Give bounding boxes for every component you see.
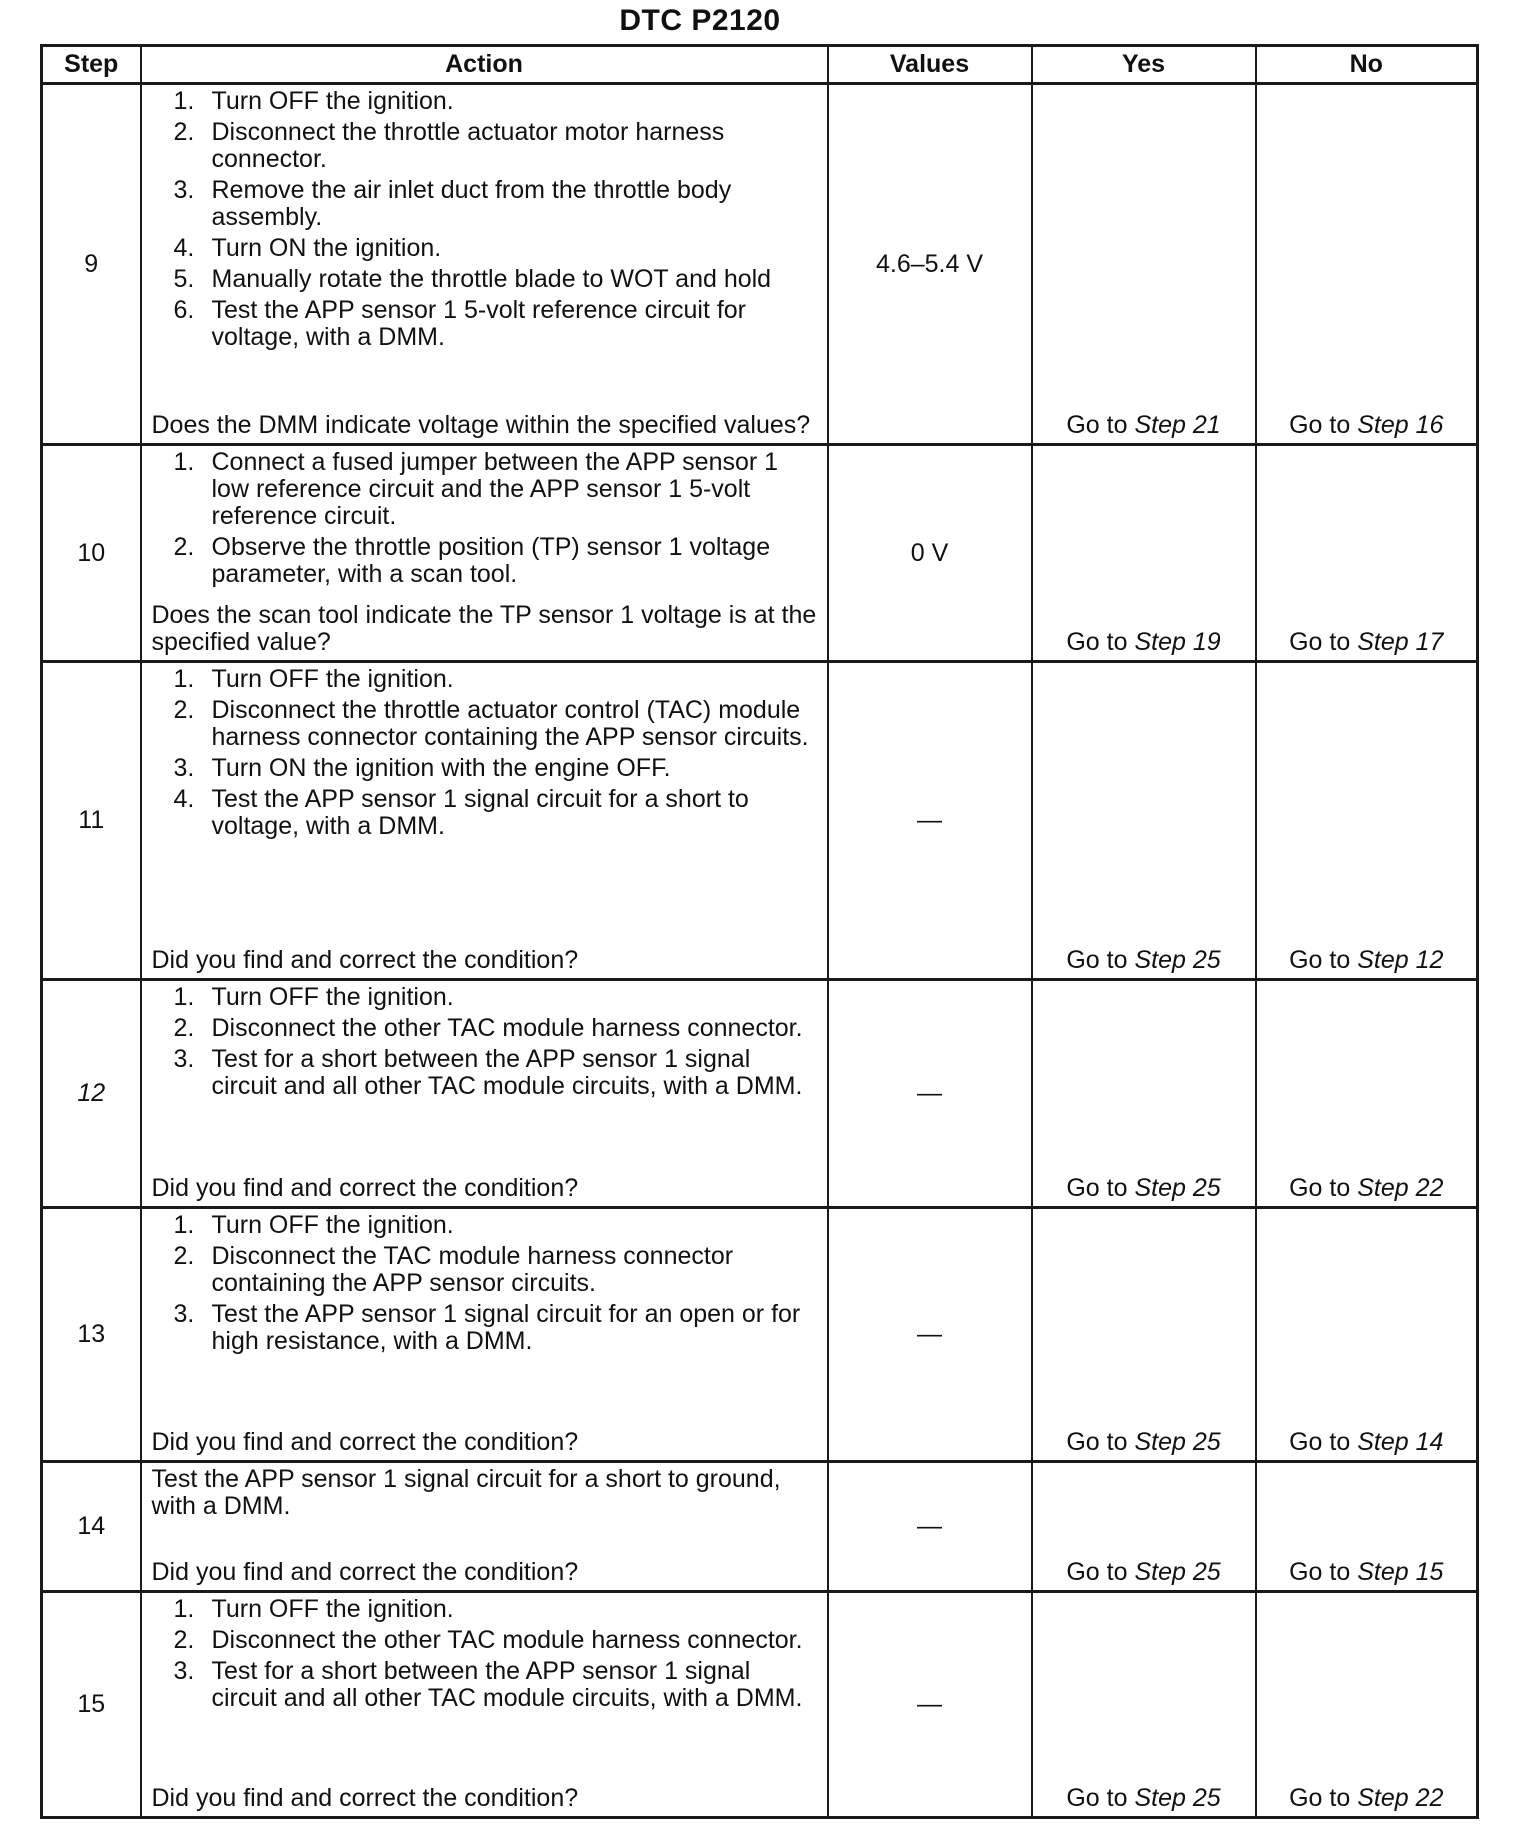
action-cell bbox=[141, 1592, 828, 1818]
yes-goto: Go to Step 19 bbox=[1066, 628, 1221, 656]
yes-cell bbox=[1032, 1462, 1256, 1592]
no-cell bbox=[1256, 84, 1478, 445]
no-cell bbox=[1256, 980, 1478, 1208]
action-item: 5. Manually rotate the throttle blade to WOT and hold bbox=[173, 265, 772, 293]
table-row bbox=[42, 980, 1478, 1208]
step-number: 14 bbox=[42, 1462, 141, 1592]
column-header-yes: Yes bbox=[1032, 46, 1256, 84]
action-item: 3. Test the APP sensor 1 signal circuit for an open or for high resistance, with a DMM. bbox=[173, 1300, 801, 1355]
action-item: 2. Disconnect the throttle actuator motor harness connector. bbox=[173, 118, 725, 173]
action-question: Did you find and correct the condition? bbox=[151, 946, 579, 974]
column-header-step: Step bbox=[42, 46, 141, 84]
action-cell bbox=[141, 1208, 828, 1462]
action-item: 2. Observe the throttle position (TP) sensor 1 voltage parameter, with a scan tool. bbox=[173, 533, 771, 588]
step-number: 12 bbox=[42, 980, 141, 1208]
no-goto: Go to Step 17 bbox=[1289, 628, 1444, 656]
no-goto: Go to Step 12 bbox=[1289, 946, 1444, 974]
value-cell: — bbox=[828, 1462, 1032, 1592]
table-row bbox=[42, 1208, 1478, 1462]
step-number: 10 bbox=[42, 445, 141, 662]
action-question: Did you find and correct the condition? bbox=[151, 1784, 579, 1812]
no-cell bbox=[1256, 1208, 1478, 1462]
action-item: 1. Turn OFF the ignition. bbox=[173, 1211, 454, 1239]
value-cell: — bbox=[828, 662, 1032, 980]
no-goto: Go to Step 22 bbox=[1289, 1174, 1444, 1202]
yes-cell bbox=[1032, 1592, 1256, 1818]
no-cell bbox=[1256, 445, 1478, 662]
action-item: 2. Disconnect the TAC module harness connector containing the APP sensor circuits. bbox=[173, 1242, 734, 1297]
yes-cell bbox=[1032, 84, 1256, 445]
yes-goto: Go to Step 25 bbox=[1066, 946, 1221, 974]
step-number: 15 bbox=[42, 1592, 141, 1818]
yes-cell bbox=[1032, 662, 1256, 980]
action-item: 2. Disconnect the other TAC module harness connector. bbox=[173, 1626, 803, 1654]
yes-goto: Go to Step 25 bbox=[1066, 1428, 1221, 1456]
action-item: 3. Remove the air inlet duct from the throttle body assembly. bbox=[173, 176, 732, 231]
action-cell bbox=[141, 445, 828, 662]
action-item: 1. Turn OFF the ignition. bbox=[173, 665, 454, 693]
yes-cell bbox=[1032, 445, 1256, 662]
yes-cell bbox=[1032, 1208, 1256, 1462]
action-cell bbox=[141, 980, 828, 1208]
action-item: 3. Turn ON the ignition with the engine OFF. bbox=[173, 754, 671, 782]
yes-cell bbox=[1032, 980, 1256, 1208]
table-row bbox=[42, 445, 1478, 662]
action-item: 1. Turn OFF the ignition. bbox=[173, 1595, 454, 1623]
action-item: 4. Turn ON the ignition. bbox=[173, 234, 442, 262]
yes-goto: Go to Step 21 bbox=[1066, 411, 1221, 439]
yes-goto: Go to Step 25 bbox=[1066, 1558, 1221, 1586]
no-goto: Go to Step 16 bbox=[1289, 411, 1444, 439]
no-cell bbox=[1256, 1592, 1478, 1818]
value-cell: 4.6–5.4 V bbox=[828, 84, 1032, 445]
header-row bbox=[42, 46, 1478, 84]
table-row bbox=[42, 84, 1478, 445]
no-goto: Go to Step 15 bbox=[1289, 1558, 1444, 1586]
value-cell: — bbox=[828, 980, 1032, 1208]
yes-goto: Go to Step 25 bbox=[1066, 1784, 1221, 1812]
action-item: 2. Disconnect the throttle actuator control (TAC) module harness connector containing the APP sensor circuits. bbox=[173, 696, 809, 751]
column-header-values: Values bbox=[828, 46, 1032, 84]
table-row bbox=[42, 1462, 1478, 1592]
value-cell: — bbox=[828, 1592, 1032, 1818]
no-cell bbox=[1256, 662, 1478, 980]
action-item: 1. Connect a fused jumper between the APP sensor 1 low reference circuit and the APP sensor 1 5-volt reference circuit. bbox=[173, 448, 779, 530]
action-item: 1. Turn OFF the ignition. bbox=[173, 983, 454, 1011]
step-number: 9 bbox=[42, 84, 141, 445]
action-cell bbox=[141, 1462, 828, 1592]
action-item: 2. Disconnect the other TAC module harness connector. bbox=[173, 1014, 803, 1042]
action-cell bbox=[141, 84, 828, 445]
no-goto: Go to Step 14 bbox=[1289, 1428, 1444, 1456]
column-header-action: Action bbox=[141, 46, 828, 84]
no-goto: Go to Step 22 bbox=[1289, 1784, 1444, 1812]
value-cell: — bbox=[828, 1208, 1032, 1462]
action-text: Test the APP sensor 1 signal circuit for a short to ground, with a DMM. bbox=[151, 1465, 781, 1520]
no-cell bbox=[1256, 1462, 1478, 1592]
step-number: 11 bbox=[42, 662, 141, 980]
step-number: 13 bbox=[42, 1208, 141, 1462]
table-row bbox=[42, 662, 1478, 980]
action-item: 4. Test the APP sensor 1 signal circuit for a short to voltage, with a DMM. bbox=[173, 785, 749, 840]
action-item: 3. Test for a short between the APP sensor 1 signal circuit and all other TAC module circuits, with a DMM. bbox=[173, 1045, 803, 1100]
action-question: Did you find and correct the condition? bbox=[151, 1174, 579, 1202]
action-question: Does the DMM indicate voltage within the specified values? bbox=[151, 411, 811, 439]
action-item: 3. Test for a short between the APP sensor 1 signal circuit and all other TAC module circuits, with a DMM. bbox=[173, 1657, 803, 1712]
action-item: 6. Test the APP sensor 1 5-volt reference circuit for voltage, with a DMM. bbox=[173, 296, 747, 351]
column-header-no: No bbox=[1256, 46, 1478, 84]
table-row bbox=[42, 1592, 1478, 1818]
action-question: Did you find and correct the condition? bbox=[151, 1428, 579, 1456]
page-title: DTC P2120 bbox=[619, 4, 781, 37]
value-cell: 0 V bbox=[828, 445, 1032, 662]
diagnostic-table bbox=[40, 44, 1479, 1819]
action-cell bbox=[141, 662, 828, 980]
action-item: 1. Turn OFF the ignition. bbox=[173, 87, 454, 115]
yes-goto: Go to Step 25 bbox=[1066, 1174, 1221, 1202]
action-question: Did you find and correct the condition? bbox=[151, 1558, 579, 1586]
action-question: Does the scan tool indicate the TP sensor 1 voltage is at the specified value? bbox=[151, 601, 817, 656]
